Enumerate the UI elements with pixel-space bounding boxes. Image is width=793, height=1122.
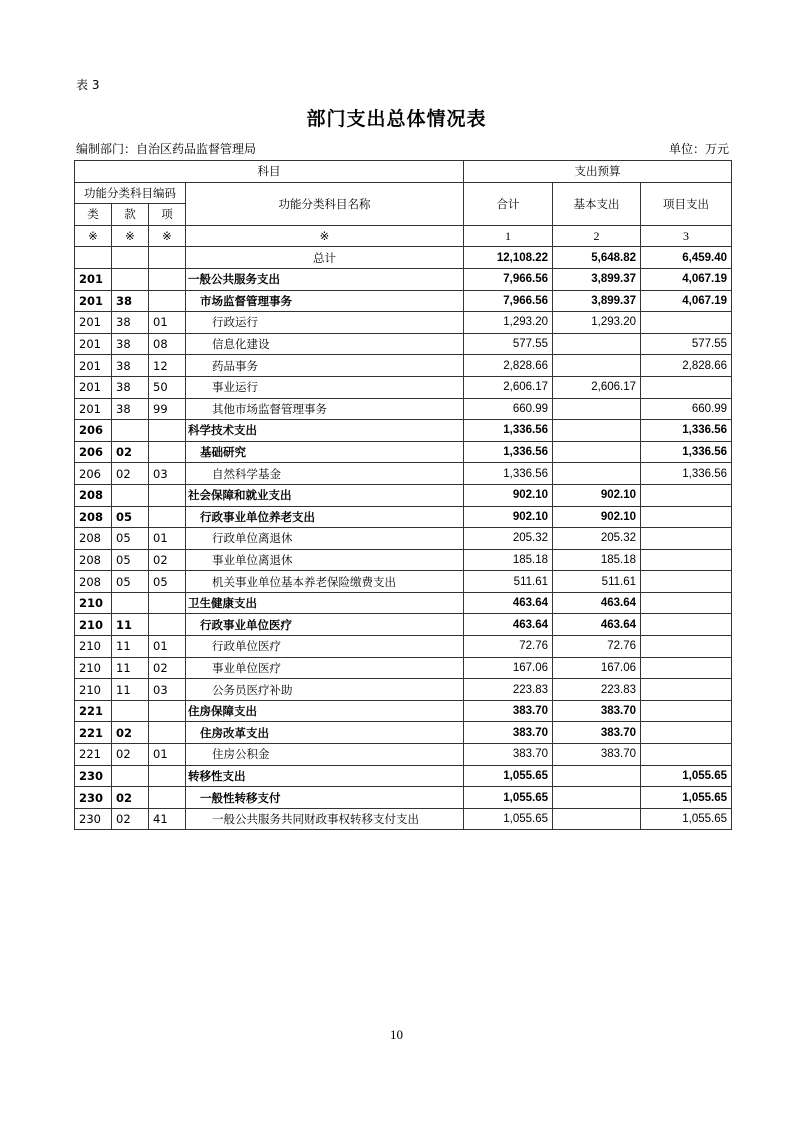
total-basic: 5,648.82 <box>553 247 641 269</box>
code-kuan: 38 <box>112 355 149 377</box>
subject-name: 转移性支出 <box>186 765 464 787</box>
mark-lei: ※ <box>75 225 112 247</box>
amount-project: 2,828.66 <box>641 355 732 377</box>
amount-total: 185.18 <box>464 549 553 571</box>
header-lei: 类 <box>75 204 112 226</box>
table-number-label: 表 3 <box>76 78 100 92</box>
amount-basic <box>553 355 641 377</box>
subject-name: 行政事业单位养老支出 <box>186 506 464 528</box>
amount-project: 660.99 <box>641 398 732 420</box>
amount-basic: 463.64 <box>553 614 641 636</box>
amount-project: 4,067.19 <box>641 268 732 290</box>
code-xiang <box>149 700 186 722</box>
subject-name: 科学技术支出 <box>186 420 464 442</box>
amount-project: 1,336.56 <box>641 463 732 485</box>
code-lei: 208 <box>75 528 112 550</box>
code-lei: 208 <box>75 549 112 571</box>
table-row <box>75 420 732 442</box>
code-kuan: 02 <box>112 808 149 830</box>
amount-total: 383.70 <box>464 700 553 722</box>
code-lei: 210 <box>75 614 112 636</box>
code-kuan: 38 <box>112 312 149 334</box>
amount-project <box>641 376 732 398</box>
subject-name: 行政单位离退休 <box>186 528 464 550</box>
amount-project <box>641 657 732 679</box>
page-number: 10 <box>390 1027 403 1042</box>
subject-name: 行政运行 <box>186 312 464 334</box>
code-xiang: 12 <box>149 355 186 377</box>
amount-project: 4,067.19 <box>641 290 732 312</box>
amount-basic <box>553 808 641 830</box>
code-xiang <box>149 484 186 506</box>
mark-xiang: ※ <box>149 225 186 247</box>
amount-project <box>641 679 732 701</box>
subject-name: 事业单位离退休 <box>186 549 464 571</box>
mark-name: ※ <box>186 225 464 247</box>
code-kuan: 02 <box>112 787 149 809</box>
code-kuan: 11 <box>112 636 149 658</box>
code-lei: 208 <box>75 506 112 528</box>
code-xiang <box>149 268 186 290</box>
amount-basic: 72.76 <box>553 636 641 658</box>
code-xiang <box>149 722 186 744</box>
code-xiang: 50 <box>149 376 186 398</box>
subject-name: 一般公共服务支出 <box>186 268 464 290</box>
table-row <box>75 506 732 528</box>
subject-name: 住房保障支出 <box>186 700 464 722</box>
header-project: 项目支出 <box>641 182 732 225</box>
code-xiang <box>149 614 186 636</box>
subject-name: 其他市场监督管理事务 <box>186 398 464 420</box>
amount-total: 1,293.20 <box>464 312 553 334</box>
page-title: 部门支出总体情况表 <box>306 108 487 130</box>
code-xiang <box>149 441 186 463</box>
code-xiang: 03 <box>149 463 186 485</box>
code-lei: 210 <box>75 679 112 701</box>
code-kuan: 02 <box>112 744 149 766</box>
amount-basic: 383.70 <box>553 700 641 722</box>
code-kuan <box>112 592 149 614</box>
amount-basic <box>553 420 641 442</box>
code-lei: 230 <box>75 808 112 830</box>
header-budget: 支出预算 <box>464 161 732 183</box>
amount-project <box>641 614 732 636</box>
amount-project <box>641 528 732 550</box>
table-row <box>75 463 732 485</box>
code-lei: 210 <box>75 636 112 658</box>
amount-basic <box>553 463 641 485</box>
table-row <box>75 700 732 722</box>
code-kuan: 11 <box>112 614 149 636</box>
amount-project <box>641 700 732 722</box>
subject-name: 公务员医疗补助 <box>186 679 464 701</box>
code-xiang: 01 <box>149 312 186 334</box>
subject-name: 机关事业单位基本养老保险缴费支出 <box>186 571 464 593</box>
amount-total: 660.99 <box>464 398 553 420</box>
table-row <box>75 441 732 463</box>
amount-basic: 167.06 <box>553 657 641 679</box>
code-xiang: 01 <box>149 528 186 550</box>
code-lei: 206 <box>75 441 112 463</box>
subject-name: 行政事业单位医疗 <box>186 614 464 636</box>
amount-total: 902.10 <box>464 506 553 528</box>
amount-total: 7,966.56 <box>464 290 553 312</box>
amount-total: 383.70 <box>464 722 553 744</box>
subject-name: 一般公共服务共同财政事权转移支付支出 <box>186 808 464 830</box>
total-project: 6,459.40 <box>641 247 732 269</box>
code-lei: 221 <box>75 722 112 744</box>
code-xiang: 03 <box>149 679 186 701</box>
header-subject: 科目 <box>75 161 464 183</box>
header-total: 合计 <box>464 182 553 225</box>
code-xiang: 02 <box>149 657 186 679</box>
code-xiang: 01 <box>149 636 186 658</box>
amount-total: 72.76 <box>464 636 553 658</box>
amount-basic <box>553 765 641 787</box>
code-kuan: 02 <box>112 722 149 744</box>
code-lei: 230 <box>75 787 112 809</box>
table-row <box>75 679 732 701</box>
table-row <box>75 549 732 571</box>
table-row <box>75 333 732 355</box>
subject-name: 自然科学基金 <box>186 463 464 485</box>
amount-project <box>641 722 732 744</box>
code-lei: 230 <box>75 765 112 787</box>
table-row <box>75 787 732 809</box>
table-row <box>75 528 732 550</box>
code-lei: 201 <box>75 290 112 312</box>
table-row <box>75 636 732 658</box>
code-xiang <box>149 787 186 809</box>
amount-total: 1,336.56 <box>464 463 553 485</box>
amount-project <box>641 506 732 528</box>
amount-project: 1,055.65 <box>641 808 732 830</box>
amount-project <box>641 592 732 614</box>
amount-basic: 902.10 <box>553 484 641 506</box>
amount-project <box>641 571 732 593</box>
table-row <box>75 722 732 744</box>
amount-project <box>641 312 732 334</box>
subject-name: 信息化建设 <box>186 333 464 355</box>
subject-name: 住房改革支出 <box>186 722 464 744</box>
header-row-2 <box>75 182 732 204</box>
index-1: 1 <box>464 225 553 247</box>
amount-basic: 2,606.17 <box>553 376 641 398</box>
amount-total: 1,336.56 <box>464 441 553 463</box>
index-2: 2 <box>553 225 641 247</box>
subject-name: 一般性转移支付 <box>186 787 464 809</box>
amount-basic: 3,899.37 <box>553 268 641 290</box>
code-kuan: 05 <box>112 549 149 571</box>
table-row <box>75 614 732 636</box>
subject-name: 事业运行 <box>186 376 464 398</box>
code-kuan: 05 <box>112 571 149 593</box>
subject-name: 事业单位医疗 <box>186 657 464 679</box>
code-lei: 201 <box>75 398 112 420</box>
amount-total: 223.83 <box>464 679 553 701</box>
table-row <box>75 312 732 334</box>
code-xiang <box>149 765 186 787</box>
header-kuan: 款 <box>112 204 149 226</box>
code-lei: 208 <box>75 571 112 593</box>
code-kuan: 38 <box>112 398 149 420</box>
amount-total: 1,336.56 <box>464 420 553 442</box>
code-xiang: 08 <box>149 333 186 355</box>
code-kuan: 02 <box>112 441 149 463</box>
table-row <box>75 290 732 312</box>
amount-basic: 383.70 <box>553 744 641 766</box>
amount-basic: 223.83 <box>553 679 641 701</box>
table-row <box>75 268 732 290</box>
expenditure-table <box>74 160 732 830</box>
code-lei: 201 <box>75 268 112 290</box>
amount-basic: 463.64 <box>553 592 641 614</box>
amount-basic: 383.70 <box>553 722 641 744</box>
table-row <box>75 571 732 593</box>
header-xiang: 项 <box>149 204 186 226</box>
amount-basic: 185.18 <box>553 549 641 571</box>
amount-project: 1,336.56 <box>641 420 732 442</box>
header-code-group: 功能分类科目编码 <box>75 182 186 204</box>
table-row <box>75 398 732 420</box>
code-lei: 206 <box>75 420 112 442</box>
index-row <box>75 225 732 247</box>
amount-total: 7,966.56 <box>464 268 553 290</box>
amount-basic <box>553 441 641 463</box>
code-lei: 201 <box>75 312 112 334</box>
amount-total: 463.64 <box>464 614 553 636</box>
code-kuan: 05 <box>112 528 149 550</box>
amount-basic <box>553 333 641 355</box>
code-xiang: 05 <box>149 571 186 593</box>
table-row <box>75 355 732 377</box>
header-row-1 <box>75 161 732 183</box>
amount-total: 383.70 <box>464 744 553 766</box>
amount-total: 577.55 <box>464 333 553 355</box>
total-total: 12,108.22 <box>464 247 553 269</box>
amount-total: 1,055.65 <box>464 787 553 809</box>
subject-name: 药品事务 <box>186 355 464 377</box>
amount-project: 1,336.56 <box>641 441 732 463</box>
mark-kuan: ※ <box>112 225 149 247</box>
code-lei: 208 <box>75 484 112 506</box>
code-xiang: 02 <box>149 549 186 571</box>
code-kuan: 11 <box>112 679 149 701</box>
index-3: 3 <box>641 225 732 247</box>
table-row <box>75 657 732 679</box>
amount-project: 1,055.65 <box>641 787 732 809</box>
amount-basic: 902.10 <box>553 506 641 528</box>
table-row <box>75 744 732 766</box>
subject-name: 卫生健康支出 <box>186 592 464 614</box>
amount-project <box>641 744 732 766</box>
amount-total: 902.10 <box>464 484 553 506</box>
amount-basic: 1,293.20 <box>553 312 641 334</box>
subject-name: 社会保障和就业支出 <box>186 484 464 506</box>
table-row <box>75 808 732 830</box>
subject-name: 行政单位医疗 <box>186 636 464 658</box>
amount-total: 1,055.65 <box>464 765 553 787</box>
amount-total: 463.64 <box>464 592 553 614</box>
amount-total: 2,828.66 <box>464 355 553 377</box>
code-kuan <box>112 484 149 506</box>
amount-project <box>641 549 732 571</box>
amount-basic <box>553 787 641 809</box>
table-row <box>75 376 732 398</box>
amount-project: 1,055.65 <box>641 765 732 787</box>
code-lei: 221 <box>75 700 112 722</box>
code-kuan: 02 <box>112 463 149 485</box>
code-xiang <box>149 506 186 528</box>
code-xiang <box>149 592 186 614</box>
amount-basic: 511.61 <box>553 571 641 593</box>
total-label: 总计 <box>186 247 464 269</box>
code-lei: 206 <box>75 463 112 485</box>
subject-name: 住房公积金 <box>186 744 464 766</box>
total-row <box>75 247 732 269</box>
code-kuan: 38 <box>112 290 149 312</box>
code-lei: 201 <box>75 376 112 398</box>
code-lei: 210 <box>75 657 112 679</box>
subject-name: 市场监督管理事务 <box>186 290 464 312</box>
code-lei: 210 <box>75 592 112 614</box>
code-xiang <box>149 420 186 442</box>
code-kuan: 38 <box>112 376 149 398</box>
amount-basic: 205.32 <box>553 528 641 550</box>
code-xiang <box>149 290 186 312</box>
amount-project <box>641 484 732 506</box>
department-label: 编制部门：自治区药品监督管理局 <box>76 142 257 156</box>
amount-basic <box>553 398 641 420</box>
table-row <box>75 765 732 787</box>
code-xiang: 99 <box>149 398 186 420</box>
amount-total: 2,606.17 <box>464 376 553 398</box>
header-name: 功能分类科目名称 <box>186 182 464 225</box>
code-kuan: 38 <box>112 333 149 355</box>
code-kuan <box>112 700 149 722</box>
amount-total: 205.32 <box>464 528 553 550</box>
amount-basic: 3,899.37 <box>553 290 641 312</box>
amount-total: 511.61 <box>464 571 553 593</box>
amount-project: 577.55 <box>641 333 732 355</box>
code-xiang: 01 <box>149 744 186 766</box>
table-row <box>75 484 732 506</box>
code-lei: 201 <box>75 333 112 355</box>
code-xiang: 41 <box>149 808 186 830</box>
header-basic: 基本支出 <box>553 182 641 225</box>
code-kuan: 11 <box>112 657 149 679</box>
amount-total: 1,055.65 <box>464 808 553 830</box>
code-kuan <box>112 765 149 787</box>
subject-name: 基础研究 <box>186 441 464 463</box>
table-row <box>75 592 732 614</box>
code-lei: 201 <box>75 355 112 377</box>
code-kuan <box>112 268 149 290</box>
amount-total: 167.06 <box>464 657 553 679</box>
unit-label: 单位：万元 <box>668 142 729 156</box>
amount-project <box>641 636 732 658</box>
code-lei: 221 <box>75 744 112 766</box>
code-kuan <box>112 420 149 442</box>
code-kuan: 05 <box>112 506 149 528</box>
